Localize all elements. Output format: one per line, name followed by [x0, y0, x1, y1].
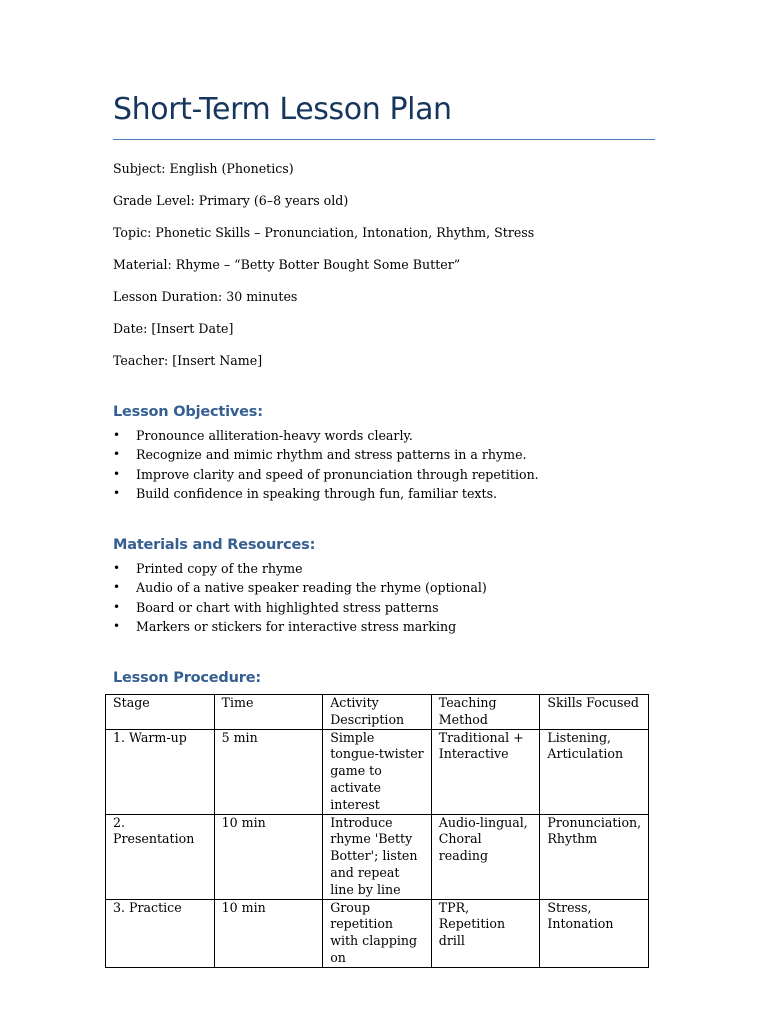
list-item	[113, 618, 673, 637]
table-cell: 1. Warm-up	[106, 729, 215, 814]
duration-line: Lesson Duration: 30 minutes	[113, 289, 298, 304]
procedure-table	[105, 694, 649, 968]
objectives-list	[113, 427, 673, 504]
table-cell: 5 min	[214, 729, 323, 814]
table-header-row	[106, 695, 649, 730]
list-item-text: Recognize and mimic rhythm and stress patterns in a rhyme.	[136, 447, 527, 463]
topic-line: Topic: Phonetic Skills – Pronunciation, Intonation, Rhythm, Stress	[113, 225, 535, 240]
materials-list	[113, 560, 673, 637]
list-item-text: Printed copy of the rhyme	[136, 561, 303, 576]
bullet-icon: •	[113, 580, 121, 595]
materials-heading: Materials and Resources:	[113, 537, 316, 553]
bullet-icon: •	[113, 466, 121, 481]
lesson-details	[113, 160, 673, 384]
bullet-icon: •	[113, 447, 121, 462]
page-title: Short-Term Lesson Plan	[113, 92, 452, 127]
list-item-text: Improve clarity and speed of pronunciation through repetition.	[136, 466, 539, 482]
table-cell: Audio-lingual, Choral reading	[431, 814, 540, 899]
list-item-text: Pronounce alliteration-heavy words clearly.	[136, 428, 413, 443]
table-row	[106, 899, 649, 967]
subject-line: Subject: English (Phonetics)	[113, 161, 294, 176]
column-header: Activity Description	[323, 695, 432, 730]
table-cell: Group repetition with clapping on	[323, 899, 432, 967]
list-item	[113, 466, 673, 485]
teacher-line: Teacher: [Insert Name]	[113, 353, 263, 368]
bullet-icon: •	[113, 561, 121, 575]
bullet-icon: •	[113, 485, 121, 500]
list-item	[113, 446, 673, 465]
list-item-text: Audio of a native speaker reading the rhyme (optional)	[136, 580, 487, 596]
bullet-icon: •	[113, 618, 121, 633]
table-cell: Stress, Intonation	[540, 899, 649, 967]
table-row	[106, 729, 649, 814]
table-cell: Pronunciation, Rhythm	[540, 814, 649, 899]
bullet-icon: •	[113, 428, 121, 442]
column-header: Time	[214, 695, 323, 730]
procedure-heading: Lesson Procedure:	[113, 670, 261, 686]
table-cell: Listening, Articulation	[540, 729, 649, 814]
table-cell: 3. Practice	[106, 899, 215, 967]
list-item	[113, 485, 673, 504]
list-item	[113, 427, 673, 446]
list-item-text: Build confidence in speaking through fun, familiar texts.	[136, 485, 498, 501]
table-cell: 10 min	[214, 814, 323, 899]
column-header: Teaching Method	[431, 695, 540, 730]
list-item-text: Markers or stickers for interactive stress marking	[136, 618, 457, 634]
list-item	[113, 560, 673, 579]
bullet-icon: •	[113, 599, 121, 614]
table-cell: 2. Presentation	[106, 814, 215, 899]
list-item-text: Board or chart with highlighted stress patterns	[136, 599, 439, 615]
column-header: Stage	[106, 695, 215, 730]
list-item	[113, 599, 673, 618]
list-item	[113, 579, 673, 598]
table-cell: Introduce rhyme 'Betty Botter'; listen and repeat line by line	[323, 814, 432, 899]
grade-level-line: Grade Level: Primary (6–8 years old)	[113, 193, 349, 208]
title-underline	[113, 139, 655, 140]
column-header: Skills Focused	[540, 695, 649, 730]
table-cell: TPR, Repetition drill	[431, 899, 540, 967]
table-row	[106, 814, 649, 899]
material-line: Material: Rhyme – “Betty Botter Bought Some Butter”	[113, 257, 461, 272]
objectives-heading: Lesson Objectives:	[113, 404, 263, 420]
table-cell: Traditional + Interactive	[431, 729, 540, 814]
date-line: Date: [Insert Date]	[113, 321, 234, 336]
table-cell: 10 min	[214, 899, 323, 967]
table-cell: Simple tongue-twister game to activate interest	[323, 729, 432, 814]
